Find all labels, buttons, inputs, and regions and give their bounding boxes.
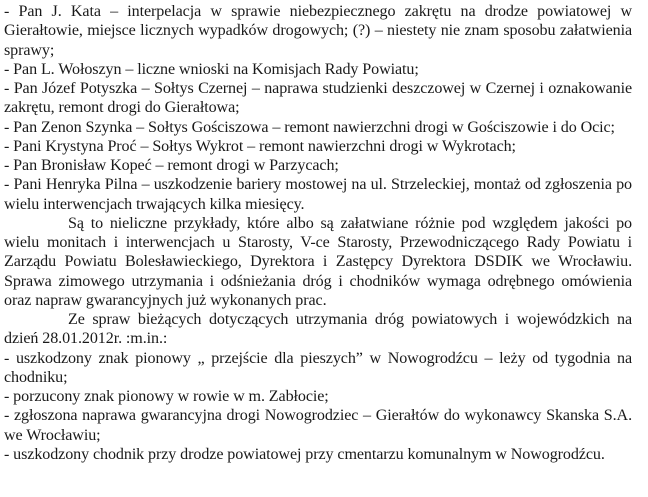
- list-item-kopec: - Pan Bronisław Kopeć – remont drogi w Parzycach;: [4, 157, 339, 174]
- paragraph-current-issues: Ze spraw bieżących dotyczących utrzymania dróg powiatowych i wojewódzkich na dzień 28.01.2012r. :m.in.:: [4, 311, 632, 348]
- list-item-damaged-sidewalk: - uszkodzony chodnik przy drodze powiatowej przy cmentarzu komunalnym w Nowogrodźcu.: [4, 445, 605, 463]
- list-item-proc: - Pani Krystyna Proć – Sołtys Wykrot – remont nawierzchni drogi w Wykrotach;: [4, 137, 516, 155]
- list-item-pilna: - Pani Henryka Pilna – uszkodzenie bariery mostowej na ul. Strzeleckiej, montaż od zgłoszenia po wielu interwencjach trwających kilka miesięcy.: [4, 176, 632, 213]
- list-item-warranty-repair: - zgłoszona naprawa gwarancyjna drogi Nowogrodziec – Gierałtów do wykonawcy Skanska S.A. we Wrocławiu;: [4, 407, 632, 444]
- document-page: [4, 2, 632, 464]
- paragraph-summary: Są to nieliczne przykłady, które albo są załatwiane różnie pod względem jakości po wielu monitach i interwencjach u Starosty, V-ce Starosty, Przewodniczącego Rady Powiatu i Zarządu Powiatu Bolesławieckiego, Dyrektora i Zastępcy Dyrektora DSDIK we Wrocławiu. Sprawa zimowego utrzymania i odśnieżania dróg i chodników wymaga odrębnego omówienia oraz napraw gwarancyjnych już wykonanych prac.: [4, 214, 632, 309]
- list-item-potyszka: - Pan Józef Potyszka – Sołtys Czernej – naprawa studzienki deszczowej w Czernej i oznakowanie zakrętu, remont drogi do Gierałtowa;: [4, 80, 632, 117]
- list-item-abandoned-sign: - porzucony znak pionowy w rowie w m. Zabłocie;: [4, 388, 329, 405]
- list-item-woloszyn: - Pan L. Wołoszyn – liczne wnioski na Komisjach Rady Powiatu;: [4, 60, 419, 78]
- list-item-szynka: - Pan Zenon Szynka – Sołtys Gościszowa – remont nawierzchni drogi w Gościszowie i do Ocic;: [4, 118, 615, 136]
- list-item-pedestrian-sign: - uszkodzony znak pionowy „ przejście dla pieszych” w Nowogrodźcu – leży od tygodnia na chodniku;: [4, 349, 632, 386]
- list-item-kata: - Pan J. Kata – interpelacja w sprawie niebezpiecznego zakrętu na drodze powiatowej w Gierałtowie, miejsce licznych wypadków drogowych; (?) – niestety nie znam sposobu załatwienia sprawy;: [4, 3, 632, 59]
